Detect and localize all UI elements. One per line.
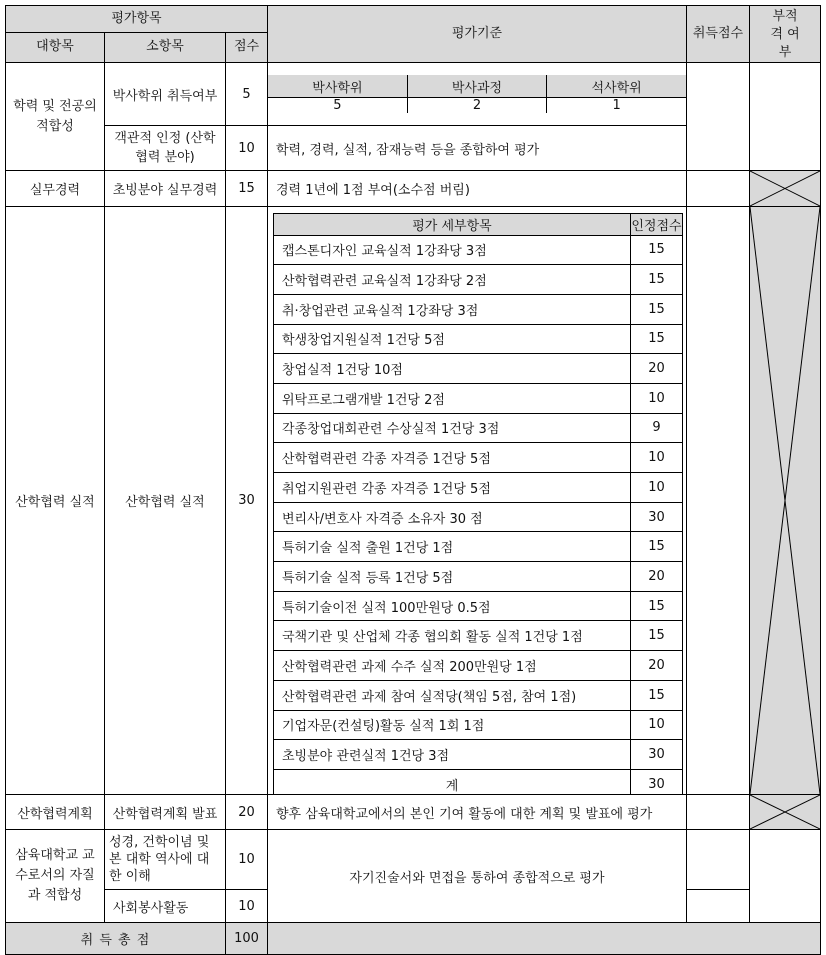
detail-row bbox=[274, 621, 683, 651]
detail-row bbox=[274, 294, 683, 324]
detail-item-label: 변리사/변호사 자격증 소유자 30 점 bbox=[274, 502, 631, 532]
sub-header-doctoral-course: 박사과정 bbox=[407, 75, 546, 97]
detail-item-points: 10 bbox=[631, 710, 683, 740]
qualification-acquired-2 bbox=[687, 890, 750, 923]
minor-header: 소항목 bbox=[105, 32, 226, 62]
detail-item-label: 각종창업대회관련 수상실적 1건당 3점 bbox=[274, 413, 631, 443]
detail-item-points: 10 bbox=[631, 443, 683, 473]
detail-item-label: 산학협력관련 과제 참여 실적당(책임 5점, 참여 1점) bbox=[274, 680, 631, 710]
detail-row bbox=[274, 710, 683, 740]
detail-item-label: 국책기관 및 산업체 각종 협의회 활동 실적 1건당 1점 bbox=[274, 621, 631, 651]
detail-item-points: 30 bbox=[631, 502, 683, 532]
sub-header-doctor: 박사학위 bbox=[268, 75, 407, 97]
detail-row bbox=[274, 413, 683, 443]
qualification-unfit bbox=[750, 830, 821, 923]
detail-item-label: 특허기술 실적 출원 1건당 1점 bbox=[274, 532, 631, 562]
detail-item-points: 15 bbox=[631, 532, 683, 562]
detail-item-points: 10 bbox=[631, 473, 683, 503]
qualification-minor-1: 성경, 건학이념 및 본 대학 역사에 대한 이해 bbox=[105, 830, 226, 890]
detail-item-label: 학생창업지원실적 1건당 5점 bbox=[274, 324, 631, 354]
qualification-score-2: 10 bbox=[226, 890, 268, 923]
detail-item-label: 취업지원관련 각종 자격증 1건당 5점 bbox=[274, 473, 631, 503]
detail-row bbox=[274, 502, 683, 532]
detail-total-row bbox=[274, 769, 683, 794]
detail-item-points: 15 bbox=[631, 591, 683, 621]
detail-item-points: 20 bbox=[631, 562, 683, 592]
sub-value-doctoral-course: 2 bbox=[407, 97, 546, 113]
experience-criteria: 경력 1년에 1점 부여(소수점 버림) bbox=[268, 171, 687, 207]
criteria-header: 평가기준 bbox=[268, 6, 687, 63]
sub-value-master: 1 bbox=[547, 97, 686, 113]
detail-item-points: 20 bbox=[631, 354, 683, 384]
detail-row bbox=[274, 443, 683, 473]
detail-item-label: 산학협력관련 각종 자격증 1건당 5점 bbox=[274, 443, 631, 473]
plan-unfit-x bbox=[750, 795, 821, 830]
achievement-acquired bbox=[687, 207, 750, 795]
experience-major: 실무경력 bbox=[6, 171, 105, 207]
detail-item-points: 15 bbox=[631, 324, 683, 354]
qualification-acquired-1 bbox=[687, 830, 750, 890]
detail-item-label: 산학협력관련 과제 수주 실적 200만원당 1점 bbox=[274, 651, 631, 681]
achievement-detail-table bbox=[273, 213, 683, 795]
degree-criteria-2: 학력, 경력, 실적, 잠재능력 등을 종합하여 평가 bbox=[268, 126, 687, 171]
degree-major: 학력 및 전공의 적합성 bbox=[6, 63, 105, 171]
detail-header-points: 인정점수 bbox=[631, 213, 683, 235]
qualification-score-1: 10 bbox=[226, 830, 268, 890]
sub-value-doctor: 5 bbox=[268, 97, 407, 113]
detail-item-points: 30 bbox=[631, 740, 683, 770]
qualification-minor-2: 사회봉사활동 bbox=[105, 890, 226, 923]
total-score: 100 bbox=[226, 923, 268, 955]
detail-row bbox=[274, 680, 683, 710]
detail-item-label: 기업자문(컨설팅)활동 실적 1회 1점 bbox=[274, 710, 631, 740]
detail-total-label: 계 bbox=[274, 769, 631, 794]
qualification-major: 삼육대학교 교수로서의 자질과 적합성 bbox=[6, 830, 105, 923]
plan-score: 20 bbox=[226, 795, 268, 830]
detail-row bbox=[274, 235, 683, 265]
detail-row bbox=[274, 383, 683, 413]
acquired-score-header: 취득점수 bbox=[687, 6, 750, 63]
detail-item-label: 위탁프로그램개발 1건당 2점 bbox=[274, 383, 631, 413]
qualification-criteria: 자기진술서와 면접을 통하여 종합적으로 평가 bbox=[268, 830, 687, 923]
experience-minor: 초빙분야 실무경력 bbox=[105, 171, 226, 207]
detail-item-label: 특허기술 실적 등록 1건당 5점 bbox=[274, 562, 631, 592]
sub-header-master: 석사학위 bbox=[547, 75, 686, 97]
detail-row bbox=[274, 324, 683, 354]
detail-row bbox=[274, 740, 683, 770]
plan-minor: 산학협력계획 발표 bbox=[105, 795, 226, 830]
experience-acquired bbox=[687, 171, 750, 207]
experience-unfit-x bbox=[750, 171, 821, 207]
unfit-header: 부적격 여부 bbox=[750, 6, 821, 63]
detail-item-label: 산학협력관련 교육실적 1강좌당 2점 bbox=[274, 265, 631, 295]
detail-item-points: 15 bbox=[631, 265, 683, 295]
detail-item-label: 특허기술이전 실적 100만원당 0.5점 bbox=[274, 591, 631, 621]
major-header: 대항목 bbox=[6, 32, 105, 62]
detail-item-points: 15 bbox=[631, 235, 683, 265]
degree-acquired bbox=[687, 63, 750, 171]
detail-row bbox=[274, 265, 683, 295]
achievement-minor: 산학협력 실적 bbox=[105, 207, 226, 795]
detail-header-label: 평가 세부항목 bbox=[274, 213, 631, 235]
degree-sub-table bbox=[268, 63, 687, 126]
detail-row bbox=[274, 354, 683, 384]
score-header: 점수 bbox=[226, 32, 268, 62]
degree-minor-2: 객관적 인정 (산학협력 분야) bbox=[105, 126, 226, 171]
detail-item-label: 취·창업관련 교육실적 1강좌당 3점 bbox=[274, 294, 631, 324]
detail-item-label: 초빙분야 관련실적 1건당 3점 bbox=[274, 740, 631, 770]
achievement-detail-cell bbox=[268, 207, 687, 795]
plan-criteria: 향후 삼육대학교에서의 본인 기여 활동에 대한 계획 및 발표에 평가 bbox=[268, 795, 687, 830]
degree-score-2: 10 bbox=[226, 126, 268, 171]
experience-score: 15 bbox=[226, 171, 268, 207]
detail-item-points: 15 bbox=[631, 294, 683, 324]
total-label: 취 득 총 점 bbox=[6, 923, 226, 955]
achievement-unfit-x bbox=[750, 207, 821, 795]
plan-major: 산학협력계획 bbox=[6, 795, 105, 830]
eval-items-header: 평가항목 bbox=[6, 6, 268, 33]
detail-item-points: 15 bbox=[631, 680, 683, 710]
detail-row bbox=[274, 651, 683, 681]
detail-total-points: 30 bbox=[631, 769, 683, 794]
detail-row bbox=[274, 473, 683, 503]
degree-minor-1: 박사학위 취득여부 bbox=[105, 63, 226, 126]
degree-score-1: 5 bbox=[226, 63, 268, 126]
detail-item-label: 캡스톤디자인 교육실적 1강좌당 3점 bbox=[274, 235, 631, 265]
achievement-major: 산학협력 실적 bbox=[6, 207, 105, 795]
detail-row bbox=[274, 562, 683, 592]
detail-item-points: 10 bbox=[631, 383, 683, 413]
degree-unfit bbox=[750, 63, 821, 171]
detail-row bbox=[274, 532, 683, 562]
detail-row bbox=[274, 591, 683, 621]
detail-item-points: 9 bbox=[631, 413, 683, 443]
evaluation-table bbox=[5, 5, 821, 955]
detail-item-points: 15 bbox=[631, 621, 683, 651]
achievement-score: 30 bbox=[226, 207, 268, 795]
detail-item-label: 창업실적 1건당 10점 bbox=[274, 354, 631, 384]
detail-item-points: 20 bbox=[631, 651, 683, 681]
plan-acquired bbox=[687, 795, 750, 830]
